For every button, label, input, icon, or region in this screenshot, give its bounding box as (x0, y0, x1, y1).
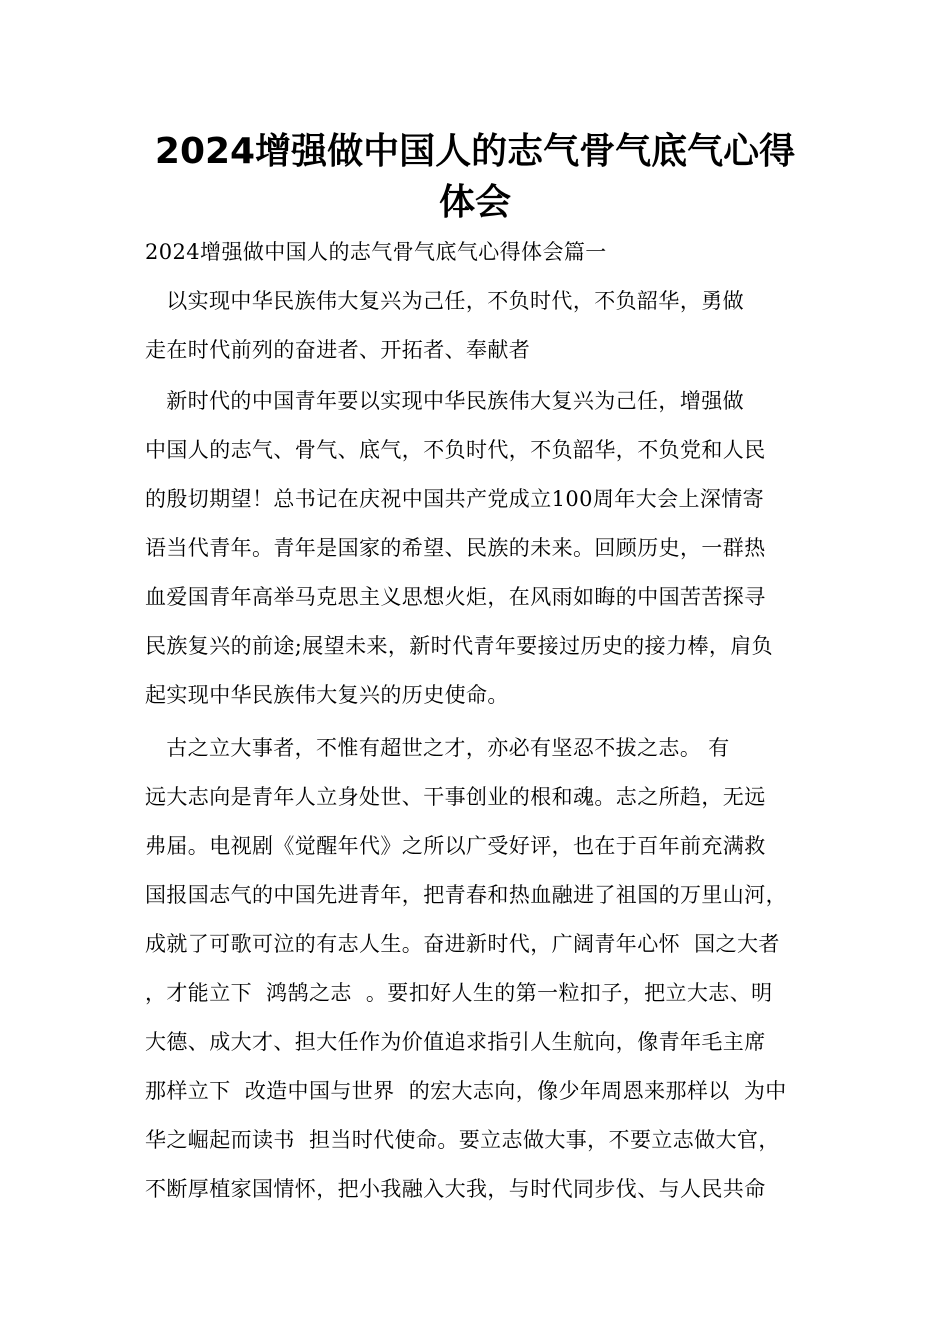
paragraph-line: ，才能立下 鸿鹄之志 。要扣好人生的第一粒扣子，把立大志、明 (145, 981, 773, 1005)
paragraph-line: 国报国志气的中国先进青年，把青春和热血融进了祖国的万里山河， (145, 883, 787, 907)
paragraph-line: 的殷切期望！总书记在庆祝中国共产党成立100周年大会上深情寄 (145, 487, 765, 511)
paragraph-line: 民族复兴的前途;展望未来，新时代青年要接过历史的接力棒，肩负 (145, 634, 774, 658)
paragraph-line: 古之立大事者，不惟有超世之才，亦必有坚忍不拔之志。 有 (145, 736, 730, 760)
paragraph-line: 中国人的志气、骨气、底气，不负时代，不负韶华，不负党和人民 (145, 438, 766, 462)
paragraph-line: 华之崛起而读书 担当时代使命。要立志做大事，不要立志做大官， (145, 1128, 780, 1152)
document-title-line-1: 2024增强做中国人的志气骨气底气心得 (154, 131, 796, 172)
section-heading: 2024增强做中国人的志气骨气底气心得体会篇一 (145, 240, 607, 264)
paragraph-line: 成就了可歌可泣的有志人生。奋进新时代，广阔青年心怀 国之大者 (145, 932, 780, 956)
paragraph-line: 那样立下 改造中国与世界 的宏大志向，像少年周恩来那样以 为中 (145, 1079, 787, 1103)
paragraph-line: 走在时代前列的奋进者、开拓者、奉献者 (145, 338, 531, 362)
paragraph-line: 不断厚植家国情怀，把小我融入大我，与时代同步伐、与人民共命 (145, 1177, 766, 1201)
document-title-line-2: 体会 (438, 182, 511, 223)
paragraph-line: 新时代的中国青年要以实现中华民族伟大复兴为己任，增强做 (145, 389, 745, 413)
paragraph-line: 弗届。电视剧《觉醒年代》之所以广受好评，也在于百年前充满救 (145, 834, 766, 858)
paragraph-line: 远大志向是青年人立身处世、干事创业的根和魂。志之所趋，无远 (145, 785, 766, 809)
paragraph-line: 以实现中华民族伟大复兴为己任，不负时代，不负韶华，勇做 (145, 289, 745, 313)
paragraph-line: 起实现中华民族伟大复兴的历史使命。 (145, 683, 509, 707)
paragraph-line: 血爱国青年高举马克思主义思想火炬，在风雨如晦的中国苦苦探寻 (145, 585, 766, 609)
paragraph-line: 大德、成大才、担大任作为价值追求指引人生航向，像青年毛主席 (145, 1030, 766, 1054)
paragraph-line: 语当代青年。青年是国家的希望、民族的未来。回顾历史，一群热 (145, 536, 766, 560)
